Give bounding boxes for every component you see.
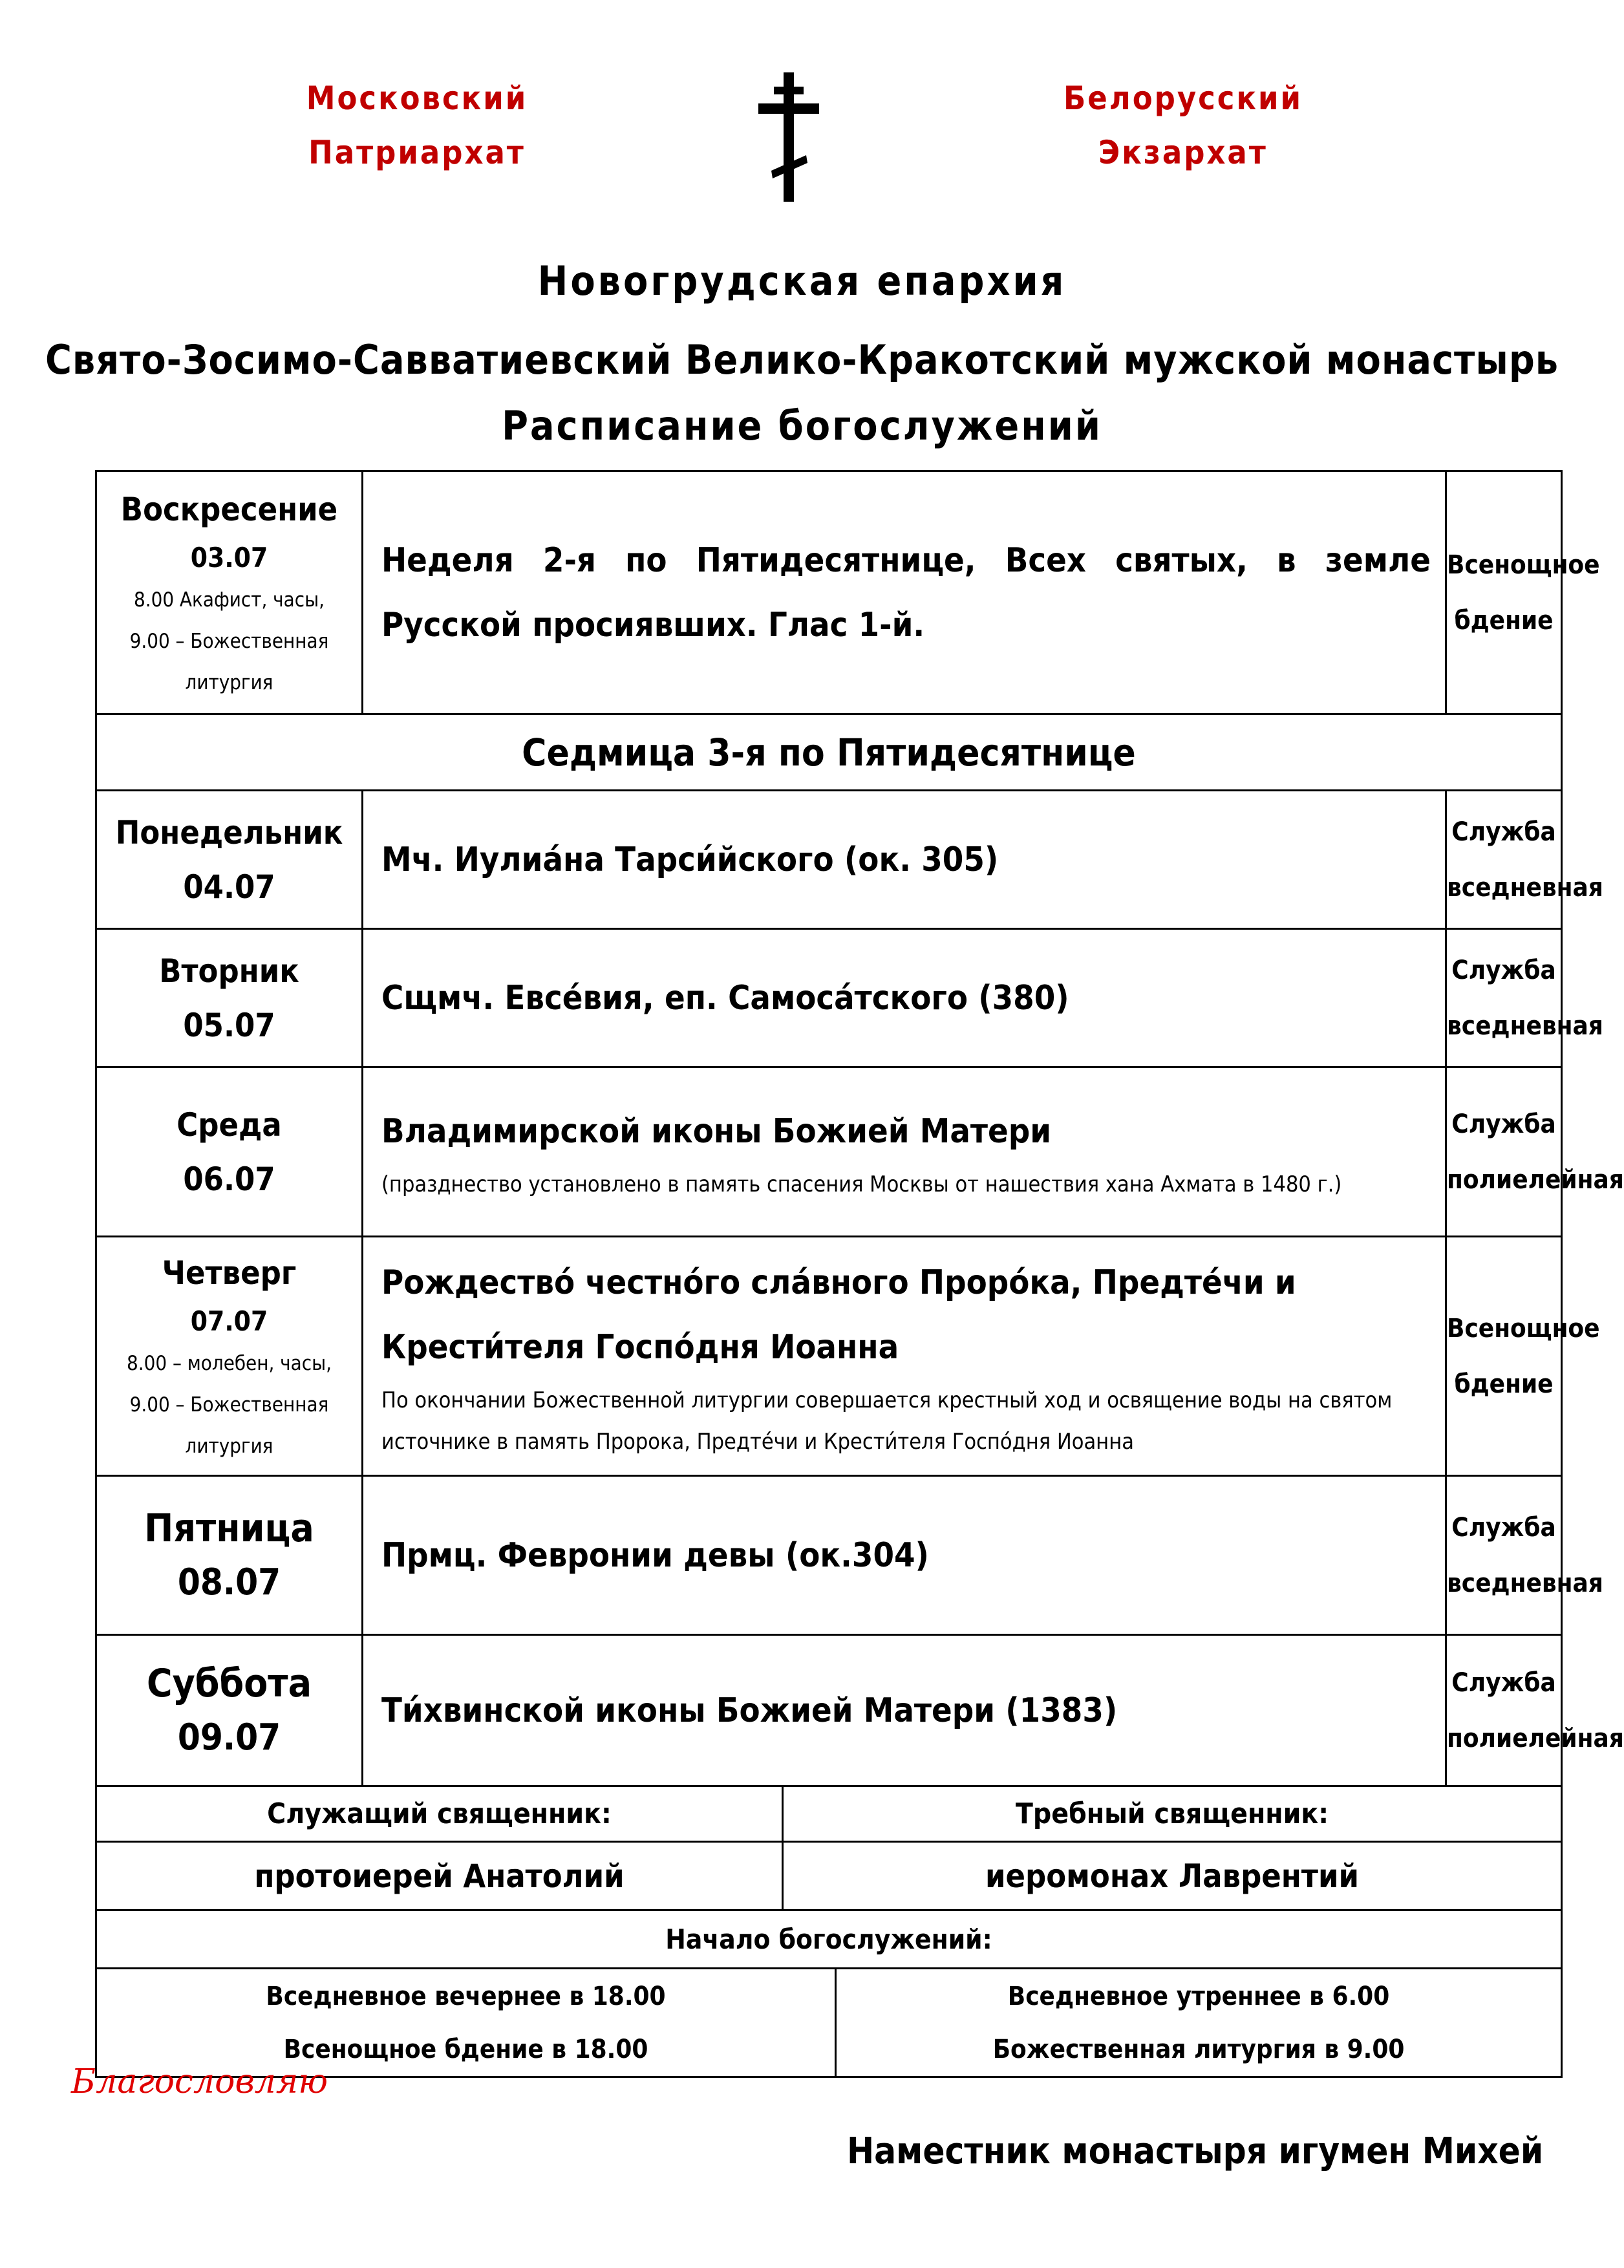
table-row bbox=[96, 1476, 1562, 1635]
start-time: Божественная литургия в 9.00 bbox=[992, 2034, 1405, 2064]
start-time: Вседневное вечернее в 18.00 bbox=[266, 1981, 666, 2011]
service-type: вседневная bbox=[1447, 1568, 1603, 1598]
service-cell bbox=[1446, 1635, 1624, 1786]
week-title: Седмица 3-я по Пятидесятнице bbox=[96, 714, 1562, 791]
day-cell bbox=[96, 1635, 363, 1786]
feast-cell bbox=[363, 1476, 1446, 1635]
day-date: 08.07 bbox=[177, 1561, 281, 1603]
service-type: полиелейная bbox=[1447, 1723, 1624, 1753]
table-row bbox=[96, 1786, 1562, 1842]
service-cell bbox=[1446, 1067, 1624, 1237]
day-note: 8.00 – молебен, часы, bbox=[127, 1351, 332, 1375]
day-note: 9.00 – Божественная bbox=[129, 629, 329, 653]
day-date: 04.07 bbox=[183, 868, 275, 906]
service-type: Служба bbox=[1451, 1512, 1556, 1543]
table-row bbox=[96, 791, 1562, 929]
table-row bbox=[96, 1910, 1562, 1969]
eparchy-title: Новогрудская епархия bbox=[537, 257, 1067, 305]
feast-note: По окончании Божественной литургии совершается крестный ход и освящение воды на святом источнике в память Пророка, Предте́чи и Крести́теля Госпо́дня Иоанна bbox=[381, 1387, 1393, 1455]
service-type: Служба bbox=[1451, 817, 1556, 847]
schedule-title: Расписание богослужений bbox=[502, 402, 1102, 449]
monastery-title: Свято-Зосимо-Савватиевский Велико-Кракотский мужской монастырь bbox=[45, 336, 1559, 383]
start-time: Всенощное бдение в 18.00 bbox=[283, 2034, 648, 2064]
header-left bbox=[249, 71, 585, 180]
serving-priest-name: протоиерей Анатолий bbox=[96, 1842, 783, 1910]
service-type: Служба bbox=[1451, 1667, 1556, 1698]
feast-cell bbox=[363, 1635, 1446, 1786]
schedule-table bbox=[95, 470, 1624, 2078]
day-date: 05.07 bbox=[183, 1006, 275, 1044]
feast-cell bbox=[363, 929, 1446, 1067]
day-note: литургия bbox=[185, 670, 273, 694]
day-cell bbox=[96, 929, 363, 1067]
feast-cell bbox=[363, 471, 1446, 714]
start-time: Вседневное утреннее в 6.00 bbox=[1007, 1981, 1390, 2011]
day-note: 8.00 Акафист, часы, bbox=[134, 588, 325, 612]
header-left-line1: Московский bbox=[306, 80, 528, 117]
service-start-label: Начало богослужений: bbox=[96, 1910, 1562, 1969]
header-right-line2: Экзархат bbox=[1098, 134, 1268, 171]
day-cell bbox=[96, 1476, 363, 1635]
feast-title: Сщмч. Евсе́вия, еп. Самоса́тского (380) bbox=[381, 978, 1069, 1018]
table-row bbox=[96, 929, 1562, 1067]
service-cell bbox=[1446, 929, 1603, 1067]
day-name: Вторник bbox=[159, 952, 299, 990]
serving-priest-label: Служащий священник: bbox=[96, 1786, 783, 1842]
day-name: Среда bbox=[176, 1106, 282, 1144]
feast-cell bbox=[363, 1237, 1446, 1476]
service-cell bbox=[1446, 471, 1600, 714]
start-times-left bbox=[96, 1969, 836, 2077]
header-right bbox=[1015, 71, 1351, 180]
day-cell bbox=[96, 471, 363, 714]
table-row bbox=[96, 1635, 1562, 1786]
blessing-note: Благословляю bbox=[71, 2062, 328, 2101]
feast-cell bbox=[363, 1067, 1446, 1237]
table-row bbox=[96, 714, 1562, 791]
day-name: Понедельник bbox=[115, 813, 343, 851]
day-date: 06.07 bbox=[183, 1160, 275, 1198]
service-type: полиелейная bbox=[1447, 1164, 1624, 1195]
day-name: Пятница bbox=[144, 1505, 314, 1551]
table-row bbox=[96, 1067, 1562, 1237]
service-cell bbox=[1446, 791, 1603, 929]
day-name: Суббота bbox=[147, 1660, 312, 1706]
header-right-line1: Белорусский bbox=[1063, 80, 1303, 117]
orthodox-cross-icon bbox=[753, 72, 824, 202]
feast-title: Мч. Иулиа́на Тарси́йского (ок. 305) bbox=[381, 840, 999, 879]
abbot-signature: Наместник монастыря игумен Михей bbox=[847, 2130, 1544, 2172]
day-note: литургия bbox=[185, 1434, 273, 1458]
table-row bbox=[96, 1237, 1562, 1476]
header-left-line2: Патриархат bbox=[308, 134, 526, 171]
day-name: Воскресение bbox=[120, 490, 338, 528]
table-row bbox=[96, 471, 1562, 714]
table-row bbox=[96, 1969, 1562, 2077]
service-type: бдение bbox=[1454, 1369, 1554, 1399]
service-cell bbox=[1446, 1476, 1603, 1635]
start-times-right bbox=[836, 1969, 1562, 2077]
service-type: бдение bbox=[1454, 605, 1554, 636]
service-type: Служба bbox=[1451, 1109, 1556, 1139]
service-type: Всенощное bbox=[1447, 1313, 1600, 1343]
feast-title: Ти́хвинской иконы Божией Матери (1383) bbox=[381, 1691, 1118, 1730]
trebny-priest-label: Требный священник: bbox=[783, 1786, 1562, 1842]
service-cell bbox=[1446, 1237, 1600, 1476]
day-date: 07.07 bbox=[190, 1305, 268, 1337]
feast-title: Прмц. Февронии девы (ок.304) bbox=[381, 1535, 929, 1575]
service-type: Служба bbox=[1451, 955, 1556, 985]
day-date: 09.07 bbox=[177, 1716, 281, 1759]
day-name: Четверг bbox=[162, 1254, 297, 1292]
feast-note: (празднество установлено в память спасения Москвы от нашествия хана Ахмата в 1480 г.) bbox=[381, 1171, 1342, 1197]
feast-cell bbox=[363, 791, 1446, 929]
service-type: Всенощное bbox=[1447, 550, 1600, 580]
feast-title: Владимирской иконы Божией Матери bbox=[381, 1111, 1052, 1151]
service-type: вседневная bbox=[1447, 1011, 1603, 1041]
table-row bbox=[96, 1842, 1562, 1910]
day-cell bbox=[96, 791, 363, 929]
day-cell bbox=[96, 1237, 363, 1476]
day-cell bbox=[96, 1067, 363, 1237]
day-date: 03.07 bbox=[190, 541, 268, 573]
service-type: вседневная bbox=[1447, 872, 1603, 903]
feast-title: Неделя 2-я по Пятидесятнице, Всех святых, в земле Русской просиявших. Глас 1-й. bbox=[381, 540, 1431, 645]
feast-title: Рождество́ честно́го сла́вного Проро́ка, Предте́чи и Крести́теля Госпо́дня Иоанна bbox=[381, 1263, 1296, 1367]
day-note: 9.00 – Божественная bbox=[129, 1393, 329, 1417]
trebny-priest-name: иеромонах Лаврентий bbox=[783, 1842, 1562, 1910]
